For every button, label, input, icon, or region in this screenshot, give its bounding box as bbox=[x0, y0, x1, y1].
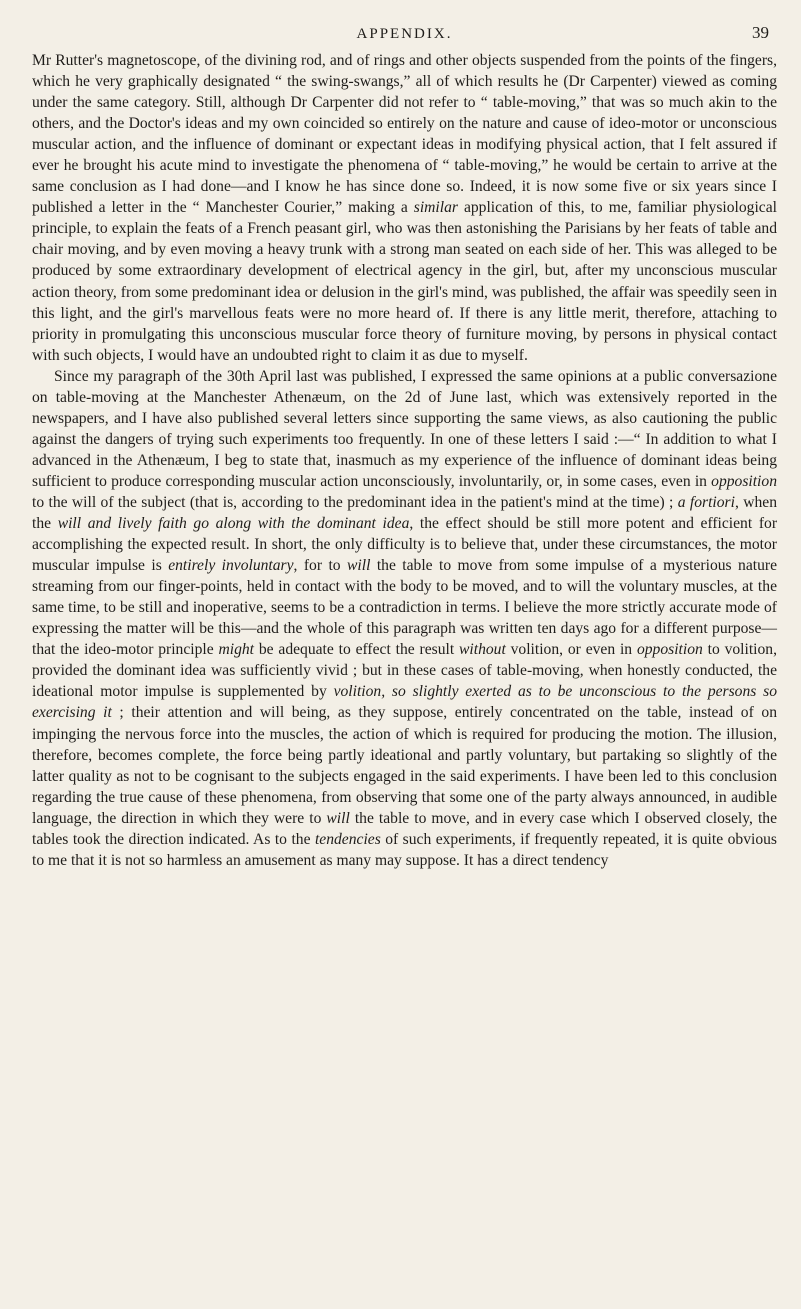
text-run: , for to bbox=[293, 557, 347, 575]
italic-text: will bbox=[347, 557, 371, 575]
running-title: APPENDIX. bbox=[356, 26, 453, 42]
italic-text: volition, so slightly exerted as to be unconscious to the persons so exercising it bbox=[32, 683, 778, 722]
running-head bbox=[32, 0, 777, 50]
text-run: the table to move from some impulse of a mysterious nature streaming from our finger-points, held in contact with the body to be moved, and to will the voluntary muscles, at the same time, to be still and inoperative, seems to be a contradiction in terms. I believe the more strictly accurate mode of expressing the matter will be this—and the whole of this paragraph was written ten days ago for a different purpose—that the ideo-motor principle bbox=[32, 557, 777, 659]
italic-text: entirely involuntary bbox=[168, 557, 294, 575]
text-run: Mr Rutter's magnetoscope, of the divining rod, and of rings and other objects suspended from the points of the fingers, which he very graphically designated “ the swing-swangs,” all of which results he (Dr Carpenter) viewed as coming under the same category. Still, although Dr Carpenter did not refer to “ table-moving,” that was so much akin to the others, and the Doctor's ideas and my own coincided so entirely on the nature and cause of ideo-motor or unconscious muscular action, and the influence of dominant or expectant ideas in modifying physical action, that I felt assured if ever he brought his acute mind to investigate the phenomena of “ table-moving,” he would be certain to arrive at the same conclusion as I had done—and I know he has since done so. Indeed, it is now some five or six years since I published a letter in the “ Manchester Courier,” making a bbox=[32, 52, 777, 217]
page-number: 39 bbox=[752, 23, 769, 42]
text-run: volition, or even in bbox=[505, 641, 637, 659]
paragraph bbox=[32, 50, 777, 366]
text-run: application of this, to me, familiar physiological principle, to explain the feats of a French peasant girl, who was then astonishing the Parisians by her feats of table and chair moving, and by even moving a heavy trunk with a strong man seated on each side of her. This was alleged to be produced by some extraordinary development of electrical agency in the girl, but, after my unconscious muscular action theory, from some predominant idea or delusion in the girl's mind, was published, the affair was speedily seen in this light, and the girl's marvellous feats were no more heard of. If there is any little merit, therefore, attaching to priority in promulgating this unconscious muscular force theory of furniture moving, by persons in physical contact with such objects, I would have an undoubted right to claim it as due to myself. bbox=[32, 199, 777, 364]
text-run: , when the bbox=[32, 493, 777, 533]
text-run: Since my paragraph of the 30th April last was published, I expressed the same opinions at a public conversazione on table-moving at the Manchester Athenæum, on the 2d of June last, which was extensively reported in the newspapers, and I have also published several letters since supporting the same views, as also cautioning the public against the dangers of trying such experiments too frequently. In one of these letters I said :—“ In addition to what I advanced in the Athenæum, I beg to state that, inasmuch as my experience of the influence of dominant ideas being sufficient to produce corresponding muscular action unconsciously, involuntarily, or, in some cases, even in bbox=[32, 367, 777, 490]
italic-text: opposition bbox=[711, 472, 777, 490]
text-run: to volition, provided the dominant idea was sufficiently vivid ; but in these cases of table-moving, when honestly conducted, the ideational motor impulse is supplemented by bbox=[32, 641, 778, 701]
paragraph bbox=[32, 366, 777, 871]
text-run: the table to move, and in every case which I observed closely, the tables took the direction indicated. As to the bbox=[32, 809, 777, 848]
italic-text: opposition bbox=[636, 641, 703, 659]
text-run: to the will of the subject (that is, according to the predominant idea in the patient's mind at the time) ; bbox=[32, 493, 678, 511]
italic-text: might bbox=[218, 641, 255, 659]
italic-text: similar bbox=[413, 199, 458, 217]
text-run: , the effect should be still more potent and efficient for accomplishing the expected result. In short, the only difficulty is to believe that, under these circumstances, the motor muscular impulse is bbox=[32, 515, 778, 575]
italic-text: will bbox=[326, 809, 350, 827]
text-run: ; their attention and will being, as they suppose, entirely concentrated on the table, instead of on impinging the nervous force into the muscles, the action of which is required for producing the motion. The illusion, therefore, becomes complete, the force being partly ideational and partly voluntary, but partaking so slightly of the latter quality as not to be cognisant to the subjects engaged in the said experiments. I have been led to this conclusion regarding the true cause of these phenomena, from observing that some one of the party always announced, in audible language, the direction in which they were to bbox=[32, 704, 777, 827]
italic-text: without bbox=[459, 641, 506, 659]
italic-text: a fortiori bbox=[677, 493, 735, 511]
text-run: be adequate to effect the result bbox=[254, 641, 459, 659]
text-run: of such experiments, if frequently repeated, it is quite obvious to me that it is not so harmless an amusement as many may suppose. It has a direct tendency bbox=[32, 830, 777, 869]
italic-text: tendencies bbox=[314, 830, 381, 848]
body-text bbox=[32, 50, 777, 871]
italic-text: will and lively faith go along with the dominant idea bbox=[57, 515, 410, 533]
